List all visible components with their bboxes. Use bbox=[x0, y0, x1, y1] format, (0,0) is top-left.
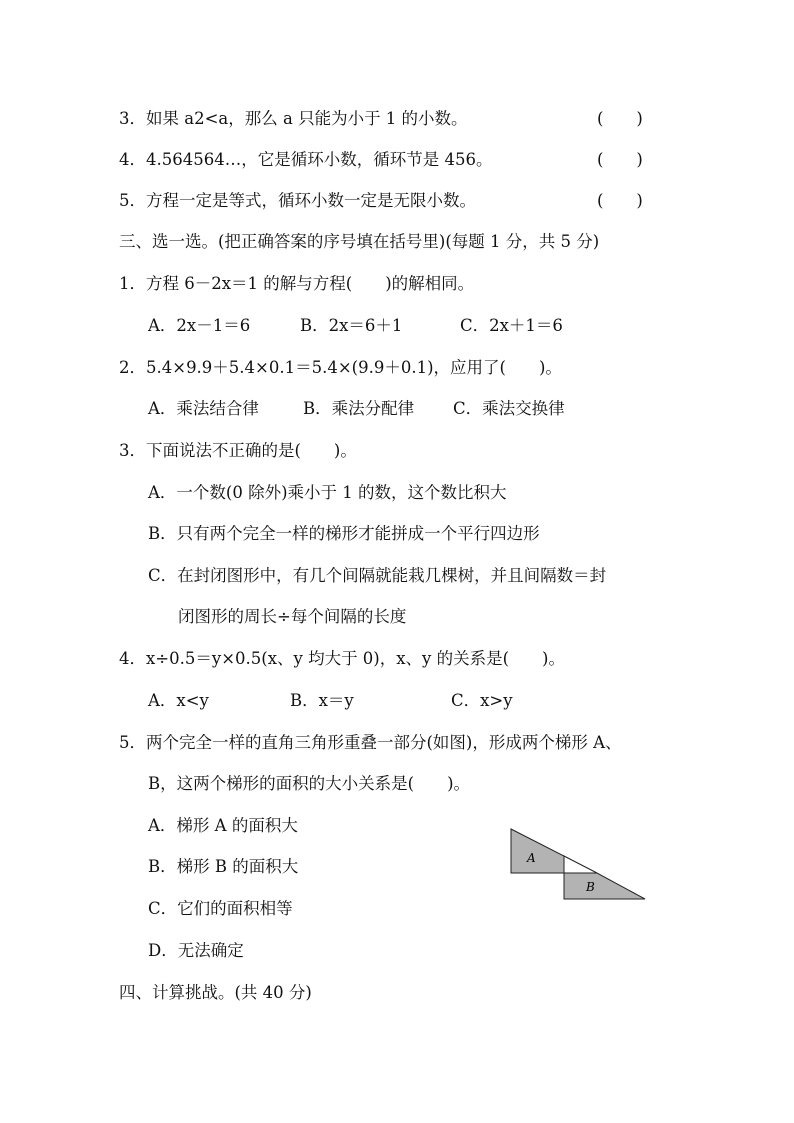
answer-paren: ( ) bbox=[597, 191, 643, 210]
trapezoid-figure bbox=[508, 826, 650, 902]
tf-item-4-text: 4．4.564564…，它是循环小数，循环节是 456。 bbox=[119, 150, 493, 169]
q4-stem: 4．x÷0.5＝y×0.5(x、y 均大于 0)，x、y 的关系是( )。 bbox=[119, 649, 565, 668]
q5-option-d: D．无法确定 bbox=[148, 941, 244, 960]
q5-stem-line-1: 5．两个完全一样的直角三角形重叠一部分(如图)，形成两个梯形 A、 bbox=[119, 733, 622, 752]
answer-paren: ( ) bbox=[597, 150, 643, 169]
q1-stem: 1．方程 6－2x＝1 的解与方程( )的解相同。 bbox=[119, 274, 475, 293]
q5-option-b: B．梯形 B 的面积大 bbox=[148, 857, 299, 876]
q2-stem: 2．5.4×9.9＋5.4×0.1＝5.4×(9.9＋0.1)，应用了( )。 bbox=[119, 358, 562, 377]
q4-option-c: C．x>y bbox=[451, 691, 513, 710]
answer-paren: ( ) bbox=[597, 109, 643, 128]
label-b: B bbox=[586, 880, 595, 894]
q3-stem: 3．下面说法不正确的是( )。 bbox=[119, 441, 357, 460]
q1-option-a: A．2x－1＝6 bbox=[148, 316, 251, 335]
q2-option-b: B．乘法分配律 bbox=[303, 399, 415, 418]
section-3-title: 三、选一选。(把正确答案的序号填在括号里)(每题 1 分，共 5 分) bbox=[119, 232, 600, 251]
q5-option-c: C．它们的面积相等 bbox=[148, 899, 293, 918]
tf-item-3-text: 3．如果 a2<a，那么 a 只能为小于 1 的小数。 bbox=[119, 109, 468, 128]
section-4-title: 四、计算挑战。(共 40 分) bbox=[119, 983, 312, 1002]
q3-option-c: C．在封闭图形中，有几个间隔就能栽几棵树，并且间隔数＝封 bbox=[148, 566, 607, 585]
q1-option-b: B．2x＝6＋1 bbox=[300, 316, 403, 335]
tf-item-5-text: 5．方程一定是等式，循环小数一定是无限小数。 bbox=[119, 191, 476, 210]
label-a: A bbox=[527, 851, 536, 865]
q4-option-a: A．x<y bbox=[148, 691, 209, 710]
q3-option-b: B．只有两个完全一样的梯形才能拼成一个平行四边形 bbox=[148, 524, 540, 543]
q2-option-a: A．乘法结合律 bbox=[148, 399, 259, 418]
q3-option-a: A．一个数(0 除外)乘小于 1 的数，这个数比积大 bbox=[148, 483, 507, 502]
q4-option-b: B．x＝y bbox=[290, 691, 354, 710]
q2-option-c: C．乘法交换律 bbox=[453, 399, 565, 418]
trapezoid-a bbox=[511, 829, 564, 873]
trapezoid-b bbox=[564, 873, 645, 899]
q5-stem-line-2: B，这两个梯形的面积的大小关系是( )。 bbox=[148, 774, 470, 793]
q3-option-c-continued: 闭图形的周长÷每个间隔的长度 bbox=[178, 607, 407, 626]
q5-option-a: A．梯形 A 的面积大 bbox=[148, 816, 298, 835]
overlap-triangle bbox=[564, 856, 597, 873]
q1-option-c: C．2x＋1＝6 bbox=[460, 316, 563, 335]
